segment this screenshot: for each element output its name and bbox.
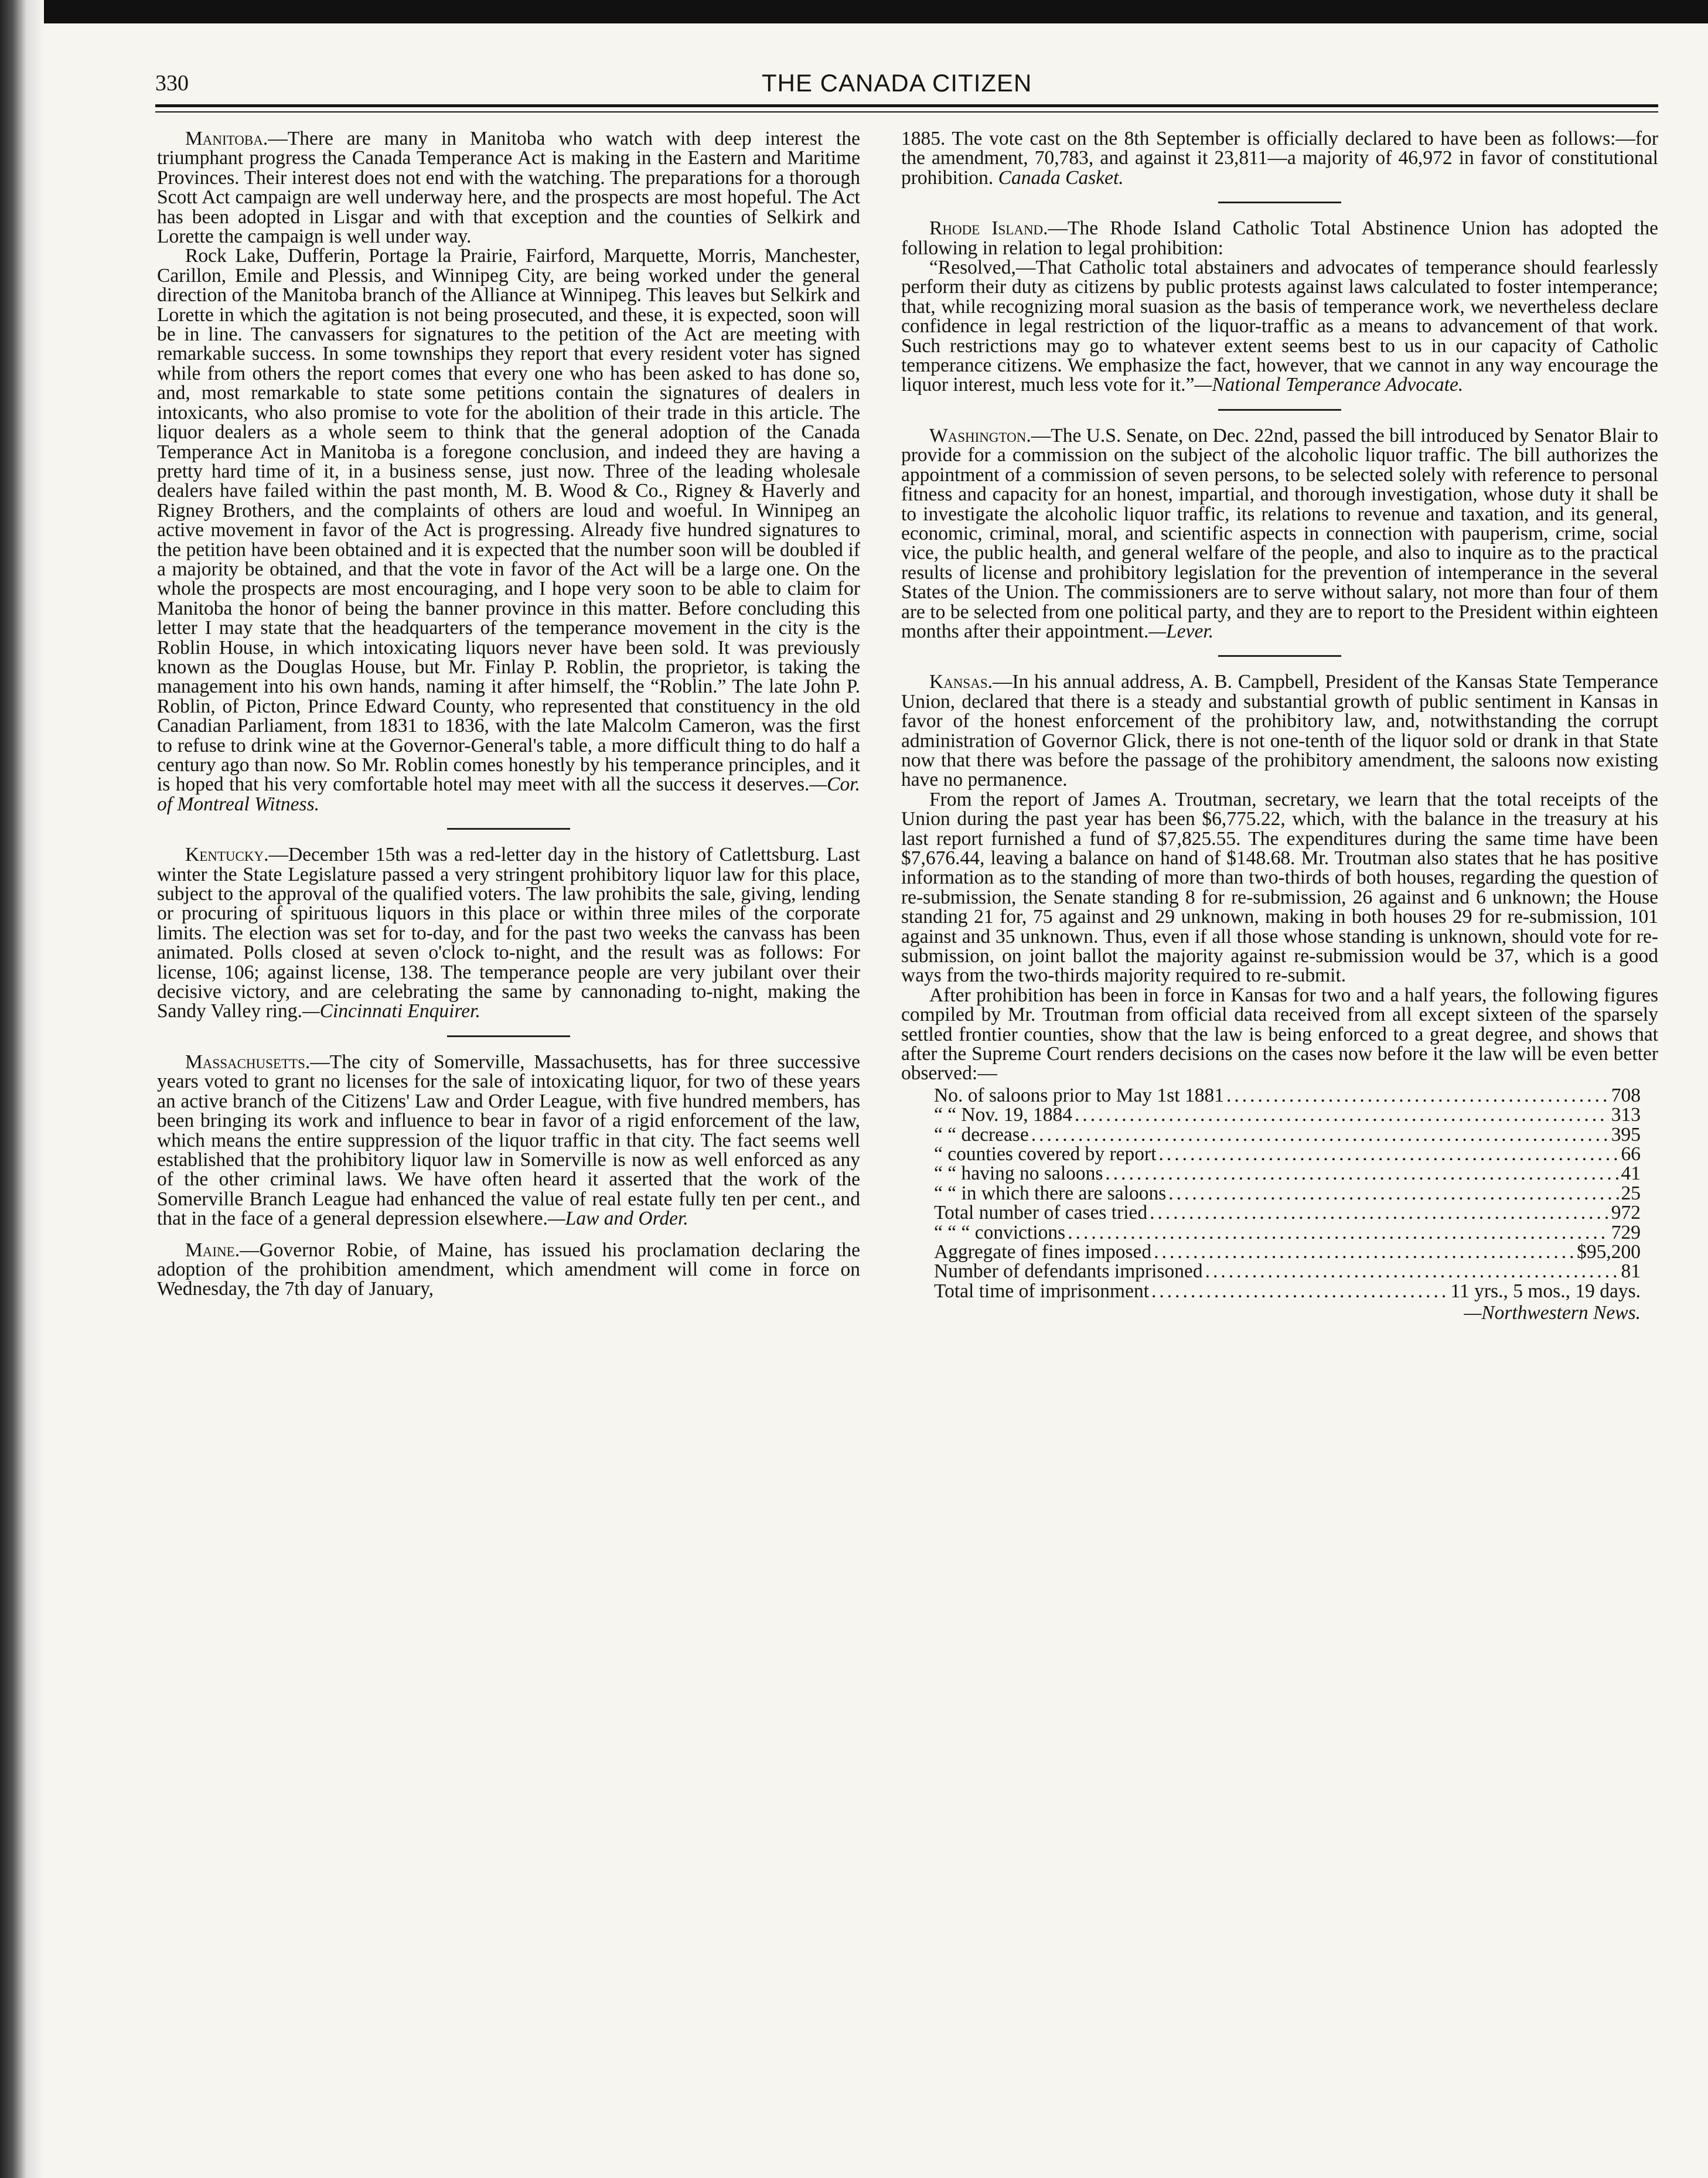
stat-label: Total number of cases tried [934,1202,1148,1224]
kansas-paragraph-3 [901,986,1658,1083]
kansas-text-1: —In his annual address, A. B. Campbell, President of the Kansas State Temperance Union, declared that there is a steady and substantial growth of public sentiment in Kansas in favor of the honest enforcement of the prohibitory law, and, notwithstanding the corrupt administration of Governor Glick, there is not one-tenth of the liquor sold or drank in that State now that there was before the passage of the prohibitory amendment, the saloons now existing have no permanence. [901,671,1658,791]
stat-label: “ “ decrease [934,1123,1029,1146]
stat-row [901,1086,1658,1105]
manitoba-heading: Manitoba. [185,128,268,149]
stat-row [901,1262,1658,1281]
article-manitoba [157,129,860,814]
stat-row [901,1164,1658,1183]
right-column [901,129,1658,1323]
massachusetts-heading: Massachusetts. [185,1051,311,1073]
page-binding-edge [0,0,44,2178]
maine-continued-text: 1885. The vote cast on the 8th September is officially declared to have been as follows:—for the amendment, 70,783, and against it 23,811—a majority of 46,972 in favor of constitutional prohibition. [901,128,1658,189]
masthead-title: THE CANADA CITIZEN [762,69,1032,97]
rhode-island-source: —National Temperance Advocate. [1194,374,1464,396]
massachusetts-text: —The city of Somerville, Massachusetts, has for three successive years voted to grant no licenses for the sale of intoxicating liquor, for two of these years an active branch of the Citizens' Law and Order League, with five hundred members, has been bringing its work and influence to bear in favor of a rigid enforcement of the law, which means the entire suppression of the liquor traffic in that city. The fact seems well established that the prohibitory liquor law in Somerville is now as well enforced as any of the other criminal laws. We have often heard it asserted that the work of the Somerville Branch League had enhanced the value of real estate fully ten per cent., and that in the face of a general depression elsewhere. [157,1051,860,1230]
rhode-island-paragraph-1 [901,219,1658,258]
article-rhode-island [901,219,1658,395]
article-maine-continued [901,129,1658,188]
kansas-text-3: After prohibition has been in force in Kansas for two and a half years, the following figures compiled by Mr. Troutman from official data received from all except sixteen of the sparsely settled frontier counties, show that the law is being enforced to a great degree, and shows that after the Supreme Court renders decisions on the cases now before it the law will be even better observed:— [901,984,1658,1085]
stat-label: “ “ in which there are saloons [934,1182,1167,1204]
kansas-paragraph-2 [901,790,1658,986]
maine-paragraph [157,1240,860,1299]
kansas-text-2: From the report of James A. Troutman, secretary, we learn that the total receipts of the Union during the past year has been $6,775.22, which, with the balance in the treasury at his last report furnished a fund of $7,825.55. The expenditures during the same time have been $7,676.44, leaving a balance on hand of $148.68. Mr. Troutman also states that he has positive information as to the standing of more than two-thirds of both houses, regarding the question of re-submission, the Senate standing 8 for re-submission, 26 against and 6 unknown; the House standing 21 for, 75 against and 29 unknown, making in both houses 29 for re-submission, 101 against and 35 unknown. Thus, even if all those whose standing is unknown, should vote for re-submission, on joint ballot the majority against re-submission would be 37, which is a good ways from the two-thirds majority required to re-submit. [901,788,1658,987]
stat-row [901,1144,1658,1164]
stat-label: Aggregate of fines imposed [934,1241,1152,1263]
stat-value: 708 [1611,1084,1641,1106]
kansas-heading: Kansas. [929,671,993,693]
article-kentucky [157,845,860,1021]
article-maine [157,1240,860,1299]
maine-continued-paragraph [901,129,1658,188]
stat-label: No. of saloons prior to May 1st 1881 [934,1084,1225,1106]
stat-value: 313 [1611,1104,1641,1126]
kentucky-heading: Kentucky. [185,844,269,866]
leader-dots [1154,1242,1574,1262]
stat-row [901,1125,1658,1144]
article-kansas [901,672,1658,1323]
kansas-paragraph-1 [901,672,1658,789]
manitoba-source: —Cor. of Montreal Witness. [157,773,860,815]
stat-label: “ counties covered by report [934,1143,1157,1165]
maine-source: Canada Casket. [998,166,1124,189]
article-separator [447,828,570,830]
massachusetts-source: —Law and Order. [547,1208,688,1230]
leader-dots [1105,1164,1618,1183]
page-top-edge [0,0,1708,23]
leader-dots [1150,1203,1609,1222]
stat-row [901,1242,1658,1262]
rhode-island-text-2: “Resolved,—That Catholic total abstainers and advocates of temperance should fearlessly perform their duty as citizens by public protests against laws calculated to foster intemperance; that, while recognizing moral suasion as the basis of temperance work, we nevertheless declare confidence in legal restriction of the liquor-traffic as a means to advancement of that work. Such restrictions may go to whatever extent seems best to us in our capacity of Catholic temperance citizens. We emphasize the fact, however, that we cannot in any way encourage the liquor interest, much less vote for it.” [901,257,1658,396]
stat-row [901,1184,1658,1203]
leader-dots [1226,1086,1609,1105]
article-washington [901,426,1658,641]
manitoba-paragraph-1 [157,129,860,246]
maine-text: —Governor Robie, of Maine, has issued his proclamation declaring the adoption of the prohibition amendment, which amendment will come in force on Wednesday, the 7th day of January, [157,1239,860,1300]
stat-label: “ “ Nov. 19, 1884 [934,1104,1073,1126]
stat-label: Number of defendants imprisoned [934,1260,1203,1283]
manitoba-paragraph-2 [157,246,860,814]
header-rule-thick [155,104,1658,107]
washington-paragraph [901,426,1658,641]
leader-dots [1031,1125,1609,1144]
article-separator [447,1035,570,1037]
leader-dots [1075,1105,1609,1124]
page-number: 330 [155,71,189,96]
stat-value: $95,200 [1577,1241,1641,1263]
leader-dots [1159,1144,1619,1164]
stat-value: 66 [1621,1143,1641,1165]
maine-heading: Maine. [185,1239,240,1261]
leader-dots [1151,1281,1448,1301]
stat-row [901,1281,1658,1301]
article-separator [1218,202,1341,203]
header-rule-thin [155,111,1658,113]
stat-value: 41 [1621,1163,1641,1185]
rhode-island-text-1: —The Rhode Island Catholic Total Abstinence Union has adopted the following in relation to legal prohibition: [901,217,1658,259]
leader-dots [1205,1262,1619,1281]
rhode-island-paragraph-2 [901,258,1658,395]
leader-dots [1068,1223,1609,1242]
leader-dots [1168,1184,1618,1203]
stat-label: “ “ having no saloons [934,1163,1103,1185]
stat-value: 11 yrs., 5 mos., 19 days. [1450,1280,1641,1302]
rhode-island-heading: Rhode Island. [929,217,1048,240]
kansas-source: —Northwestern News. [1464,1302,1641,1324]
manitoba-text-1: —There are many in Manitoba who watch with deep interest the triumphant progress the Canada Temperance Act is making in the Eastern and Maritime Provinces. Their interest does not end with the watching. The preparations for a thorough Scott Act campaign are well underway here, and the prospects are most hopeful. The Act has been adopted in Lisgar and with that exception and the counties of Selkirk and Lorette the campaign is well under way. [157,128,860,248]
stat-label: “ “ “ convictions [934,1221,1066,1243]
stat-row [901,1105,1658,1124]
stat-value: 395 [1611,1123,1641,1146]
washington-source: —Lever. [1148,620,1214,642]
stat-row [901,1223,1658,1242]
stat-value: 25 [1621,1182,1641,1204]
manitoba-text-2: Rock Lake, Dufferin, Portage la Prairie, Fairford, Marquette, Morris, Manchester, Carillon, Emile and Plessis, and Winnipeg City, are being worked under the general direction of the Manitoba branch of the Alliance at Winnipeg. This leaves but Selkirk and Lorette in which the agitation is not being prosecuted, and these, it is expected, soon will be in line. The canvassers for signatures to the petition of the Act are meeting with remarkable success. In some townships they report that every resident voter has signed while from others the report comes that every one who has been asked to has done so, and, most remarkable to state some petitions contain the signatures of dealers in intoxicants, who also promise to vote for the abolition of their trade in this article. The liquor dealers as a whole seem to think that the general adoption of the Canada Temperance Act in Manitoba is a foregone conclusion, and indeed they are having a pretty hard time of it, in a business sense, just now. Three of the leading wholesale dealers have failed within the past month, M. B. Wood & Co., Rigney & Haverly and Rigney Brothers, and the complaints of others are loud and woeful. In Winnipeg an active movement in favor of the Act is progressing. Already five hundred signatures to the petition have been obtained and it is expected that the number soon will be doubled if a majority be obtained, and that the vote in favor of the Act will be a large one. On the whole the prospects are most encouraging, and I hope very soon to be able to claim for Manitoba the honor of being the banner province in this matter. Before concluding this letter I may state that the headquarters of the temperance movement in the city is the Roblin House, in which intoxicating liquors never have been sold. It was previously known as the Douglas House, but Mr. Finlay P. Roblin, the proprietor, is taking the management into his own hands, naming it after himself, the “Roblin.” The late John P. Roblin, of Picton, Prince Edward County, who represented that constituency in the old Canadian Parliament, from 1831 to 1836, with the late Malcolm Cameron, was the first to refuse to drink wine at the Governor-General's table, a more difficult thing to do half a century ago than now. So Mr. Roblin comes honestly by his temperance principles, and it is hoped that his very comfortable hotel may meet with all the success it deserves. [157,245,860,796]
stat-row [901,1203,1658,1222]
stat-label: Total time of imprisonment [934,1280,1150,1302]
stat-value: 729 [1611,1221,1641,1243]
stat-value: 972 [1611,1202,1641,1224]
washington-text: —The U.S. Senate, on Dec. 22nd, passed the bill introduced by Senator Blair to provide for a commission on the subject of the alcoholic liquor traffic. The bill authorizes the appointment of a commission of seven persons, to be selected solely with reference to personal fitness and capacity for an honest, impartial, and thorough investigation, whose duty it shall be to investigate the alcoholic liquor traffic, its relations to revenue and taxation, and its general, economic, criminal, moral, and scientific aspects in connection with pauperism, crime, social vice, the public health, and general welfare of the people, and also to inquire as to the practical results of license and prohibitory legislation for the prevention of intemperance in the several States of the Union. The commissioners are to serve without salary, not more than four of them are to be selected from one political party, and they are to report to the President within eighteen months after their appointment. [901,424,1658,642]
kentucky-paragraph [157,845,860,1021]
massachusetts-paragraph [157,1052,860,1229]
kentucky-source: —Cincinnati Enquirer. [302,1000,480,1022]
stat-value: 81 [1621,1260,1641,1283]
article-separator [1218,655,1341,657]
article-separator [1218,409,1341,411]
kentucky-text: —December 15th was a red-letter day in the history of Catlettsburg. Last winter the State Legislature passed a very stringent prohibitory liquor law for this place, subject to the approval of the qualified voters. The law prohibits the sale, giving, lending or procuring of spirituous liquors in this place or within three miles of the corporate limits. The election was set for to-day, and for the past two weeks the canvass has been animated. Polls closed at seven o'clock to-night, and the result was as follows: For license, 106; against license, 138. The temperance people are very jubilant over their decisive victory, and are celebrating the same by cannonading to-night, making the Sandy Valley ring. [157,844,860,1022]
kansas-statistics-table [901,1086,1658,1301]
article-massachusetts [157,1052,860,1229]
left-column [157,129,860,1299]
washington-heading: Washington. [929,424,1031,446]
